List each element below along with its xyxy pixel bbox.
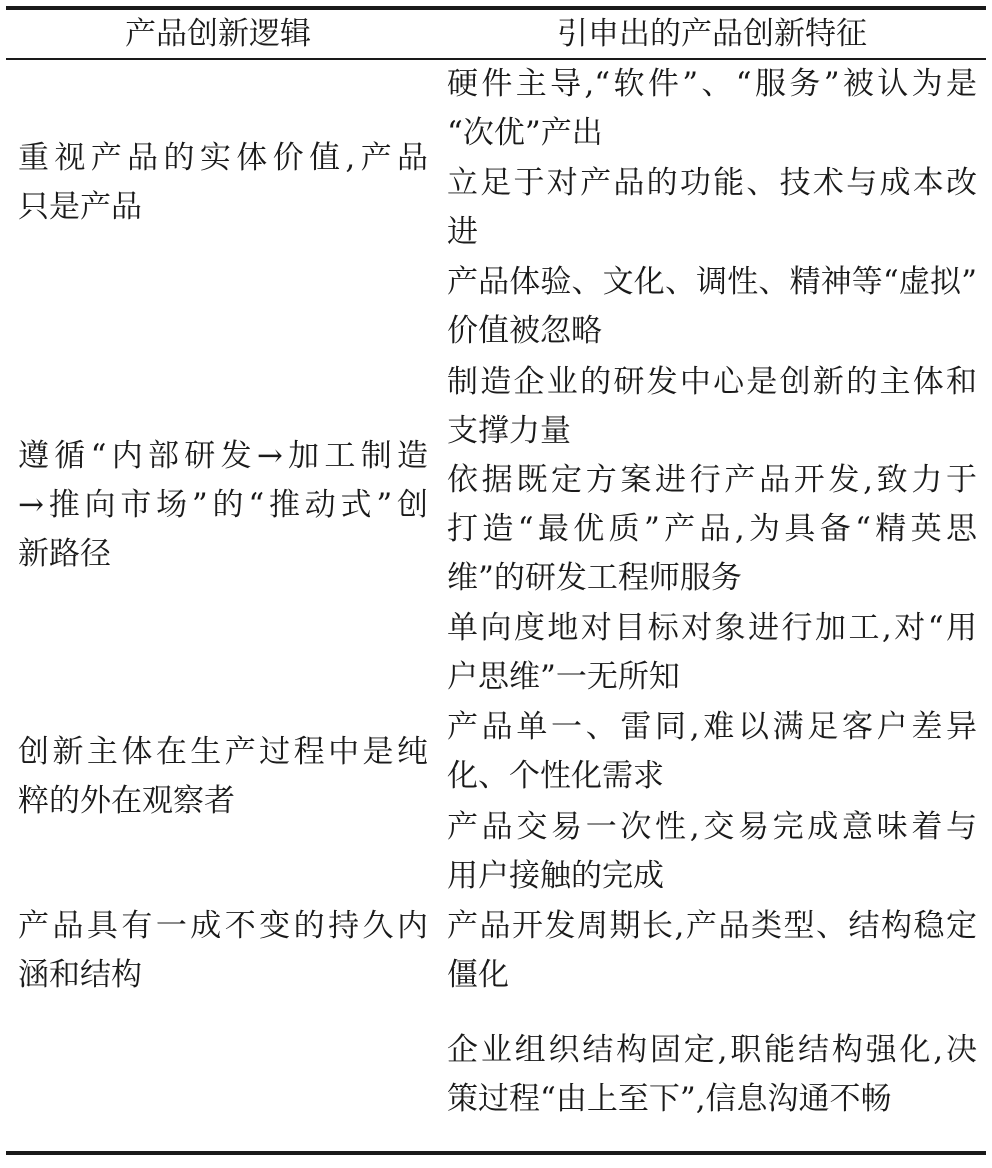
feature-line: 产品体验、文化、调性、精神等“虚拟” (447, 264, 977, 300)
feature-line: 僵化 (447, 957, 509, 993)
feature-line: 价值被忽略 (447, 313, 602, 349)
feature-line: 进 (447, 214, 478, 250)
feature-line: 打造“最优质”产品,为具备“精英思 (447, 511, 977, 547)
feature-line: 制造企业的研发中心是创新的主体和 (447, 364, 977, 400)
feature-line: 依据既定方案进行产品开发,致力于 (447, 462, 977, 498)
feature-line: 策过程“由上至下”,信息沟通不畅 (447, 1081, 892, 1117)
logic-cell (18, 134, 428, 232)
feature-line: 产品开发周期长,产品类型、结构稳定 (447, 908, 977, 944)
column-header-features: 引申出的产品创新特征 (557, 16, 867, 52)
logic-cell (18, 902, 428, 1000)
table-top-rule (6, 6, 986, 10)
logic-line: →推向市场”的“推动式”创 (18, 487, 428, 523)
feature-cell (447, 604, 977, 702)
logic-line: 涵和结构 (18, 957, 142, 993)
feature-line: 户思维”一无所知 (447, 659, 680, 695)
feature-cell (447, 803, 977, 901)
logic-line: 遵循“内部研发→加工制造 (18, 438, 428, 474)
logic-line: 产品具有一成不变的持久内 (18, 908, 428, 944)
feature-line: 单向度地对目标对象进行加工,对“用 (447, 610, 977, 646)
feature-line: 产品交易一次性,交易完成意味着与 (447, 809, 977, 845)
logic-line: 创新主体在生产过程中是纯 (18, 734, 428, 770)
feature-cell (447, 902, 977, 1000)
feature-cell (447, 703, 977, 801)
feature-line: 支撑力量 (447, 413, 571, 449)
logic-cell (18, 432, 428, 579)
table-bottom-rule (6, 1151, 986, 1155)
feature-line: 化、个性化需求 (447, 758, 664, 794)
column-header-logic: 产品创新逻辑 (125, 16, 311, 52)
feature-cell (447, 159, 977, 257)
feature-line: 硬件主导,“软件”、“服务”被认为是 (447, 66, 977, 102)
feature-line: 企业组织结构固定,职能结构强化,决 (447, 1032, 977, 1068)
feature-cell (447, 456, 977, 603)
logic-cell (18, 728, 428, 826)
feature-cell (447, 1026, 977, 1124)
logic-line: 粹的外在观察者 (18, 783, 235, 819)
logic-line: 重视产品的实体价值,产品 (18, 140, 428, 176)
feature-cell (447, 358, 977, 456)
feature-line: 用户接触的完成 (447, 858, 664, 894)
logic-line: 新路径 (18, 536, 111, 572)
feature-line: 立足于对产品的功能、技术与成本改 (447, 165, 977, 201)
logic-line: 只是产品 (18, 189, 142, 225)
feature-line: “次优”产出 (447, 115, 603, 151)
feature-cell (447, 60, 977, 158)
feature-cell (447, 258, 977, 356)
feature-line: 维”的研发工程师服务 (447, 560, 742, 596)
feature-line: 产品单一、雷同,难以满足客户差异 (447, 709, 977, 745)
